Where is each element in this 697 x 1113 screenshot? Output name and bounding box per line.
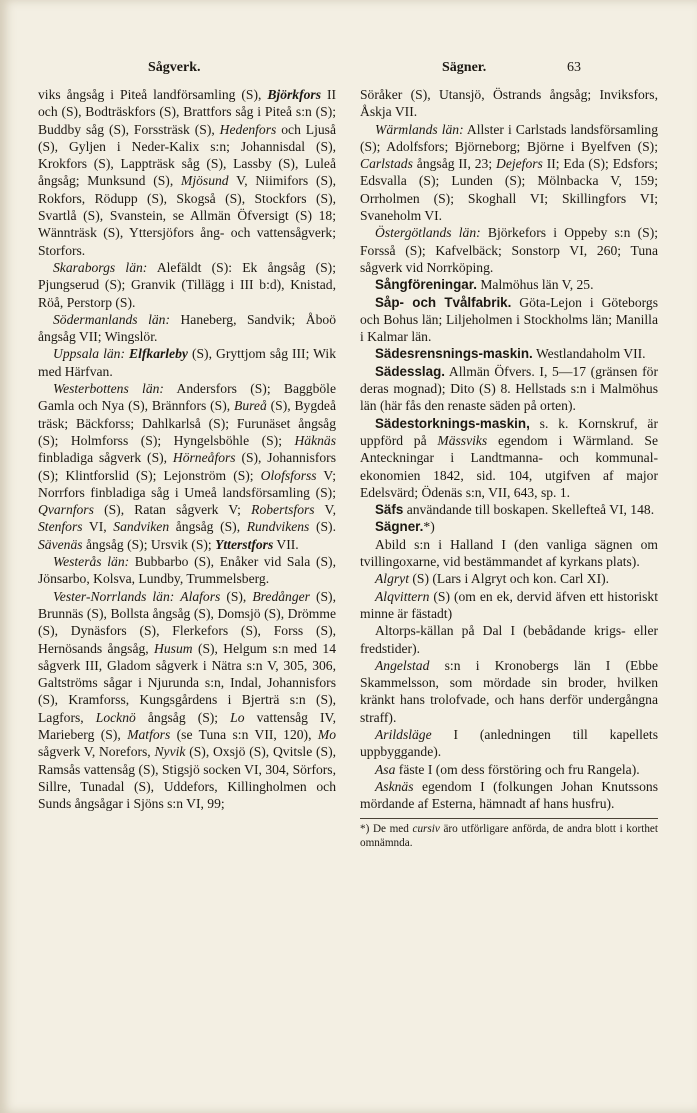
text-run: ångsåg (S); Ursvik (S); (85, 536, 212, 552)
text-run: ångsåg (S); (147, 709, 219, 725)
county-heading: Östergötlands län: (375, 225, 481, 241)
italic-run: Lo (230, 709, 245, 725)
entry-heading: Sägner. (375, 519, 424, 535)
text-run: (se Tuna s:n VII, 120), (176, 726, 312, 742)
text-run: finbladiga sågverk (S), (38, 450, 168, 466)
paragraph-vester-norrland-cont (360, 86, 658, 121)
entry-sadestorknings-maskin (360, 415, 658, 501)
italic-run: Sävenäs (38, 536, 83, 552)
italic-run: Olofsforss (260, 467, 317, 483)
italic-run: Mässviks (437, 432, 488, 448)
italic-run: Mjösund (181, 173, 229, 189)
sagner-asa (360, 761, 658, 778)
entry-sangforeningar (360, 276, 658, 293)
text-run: Söråker (S), Utansjö, Östrands ångsåg; Inviksfors, Åskja VII. (360, 87, 658, 120)
text-run: äro utförligare anförda, de andra blott i korthet omnämnda. (360, 823, 658, 849)
italic-run: cursiv (412, 823, 440, 836)
county-heading: Wärmlands län: (375, 121, 464, 137)
text-run: V, Niimifors (S), Rokfors, Rödupp (S), Skogså (S), Stockfors (S), Svartlå (S), Svanstein, se Allmän Öfversigt (S) 18; Wännträsk (S), Yttersjöfors ång- och vattensågverk; Storfors. (38, 173, 336, 258)
text-run: Alefäldt (S): Ek ångsåg (S); Pjungserud (S); Granvik (Tillägg i III b:d), Knistad, Röå, Perstorp (S). (38, 259, 336, 310)
italic-run: Sandviken (113, 519, 170, 535)
text-run: (S), Gryttjom såg III; Wik med Härfvan. (38, 346, 336, 379)
sagner-asknas (360, 778, 658, 813)
emphasis-run: Björkfors (267, 87, 321, 102)
italic-run: Carlstads (360, 156, 413, 172)
county-heading: Vester-Norrlands län: (53, 588, 175, 604)
italic-run: Bredånger (252, 588, 310, 604)
italic-run: Alafors (180, 588, 221, 604)
italic-run: Stenfors (38, 519, 83, 535)
italic-run: Algryt (375, 571, 409, 587)
italic-run: Mo (317, 726, 337, 742)
italic-run: Hörneåfors (172, 450, 236, 466)
sagner-alqvittern (360, 588, 658, 623)
paragraph-westeras (38, 553, 336, 588)
text-run: Andersfors (S); Baggböle Gamla och Nya (S), Brännfors (S), (38, 381, 336, 414)
text-run: (S), Bygdeå träsk; Bäckforss; Dahlkarlså (S); Furunäset ångsåg (S); Holmforss (S); Hyngelsböhle (S); (38, 398, 336, 448)
left-column (38, 86, 336, 812)
italic-run: Häknäs (294, 432, 337, 448)
entry-heading: Sädesrensnings-maskin. (375, 346, 533, 362)
text-run: användande till boskapen. Skellefteå VI, 148. (406, 502, 655, 518)
italic-run: Locknö (95, 709, 136, 725)
text-run: Allmän Öfvers. I, 5—17 (gränsen för deras mognad); Dito (S) 8. Hellstads s:n i Malmöhus län (här fås den renaste säden på orten). (360, 363, 659, 414)
text-run: s:n i Kronobergs län I (Ebbe Skammelsson, som mördade sin broder, hvilken kränkt hans trolofvade, och hans derför undergångna straff). (360, 657, 658, 725)
paragraph-norrbotten-cont (38, 86, 336, 259)
text-run: (S), (226, 588, 247, 604)
paragraph-westerbotten (38, 380, 336, 553)
text-run: vattensåg IV, Marieberg (S), (38, 709, 337, 742)
right-column (360, 86, 658, 850)
italic-run: Dejefors (496, 156, 543, 172)
entry-heading: Sångföreningar. (375, 277, 477, 293)
entry-heading: Sädesslag. (375, 363, 445, 379)
entry-heading: Säfs (375, 502, 404, 518)
footnote-divider (360, 818, 658, 819)
text-run: II och (S), Bodträskfors (S), Brattfors såg i Piteå s:n (S); Buddby såg (S), Forssträsk (S), (38, 87, 337, 137)
page-number: 63 (567, 60, 581, 75)
emphasis-run: Elfkarleby (129, 346, 188, 362)
running-head-left: Sågverk. (148, 60, 201, 75)
county-heading: Uppsala län: (53, 346, 125, 362)
text-run: II; Eda (S); Edsfors; Edsvalla (S); Lunden (S); Mölnbacka V, 159; Orrholmen (S); Skoghall VI; Skillingfors VI; Svaneholm VI. (360, 156, 659, 224)
entry-sadesslag (360, 363, 658, 415)
paragraph-vester-norrland (38, 588, 336, 813)
italic-run: Husum (154, 640, 193, 656)
text-run: (S), Johannisfors (S); Klintforslid (S); Lejonström (S); (38, 450, 336, 483)
text-run: (S), Helgum s:n med 14 sågverk III, Gladom sågverk i Nätra s:n V, 305, 306, Galtströms sågar i Njurunda s:n, Indal, Johannisfors (S), Kramforss, Kungsgårdens i Bjerträ s:n (S), Lagfors, (38, 640, 337, 725)
text-run: (S), Oxsjö (S), Qvitsle (S), Ramsås vattensåg (S), Stigsjö socken VI, 304, Sörfors, Sillre, Tunadal (S), Uddefors, Killingholmen och Sunds ångsågar i Sjöns s:n VI, 99; (38, 744, 336, 812)
text-run: V, (324, 502, 336, 518)
entry-heading: Sädestorknings-maskin, (375, 415, 530, 431)
italic-run: Rundvikens (246, 519, 310, 535)
italic-run: Alqvittern (375, 588, 430, 604)
text-run: fäste I (om dess förstöring och fru Rangela). (398, 761, 640, 777)
county-heading: Westerbottens län: (53, 381, 164, 397)
text-run: VI, (88, 519, 107, 535)
text-run: I (anledningen till kapellets uppbyggande). (360, 726, 658, 760)
county-heading: Skaraborgs län: (53, 259, 148, 275)
text-run: ångsåg (S), (175, 519, 241, 535)
italic-run: Asknäs (375, 778, 414, 794)
text-run: s. k. Kornskruf, är uppförd på (360, 415, 658, 448)
sagner-arildslage (360, 726, 658, 761)
italic-run: Angelstad (375, 657, 430, 673)
text-run: Malmöhus län V, 25. (480, 277, 594, 293)
sagner-algryt (360, 570, 658, 587)
paragraph-sodermanland (38, 311, 336, 346)
italic-run: Bureå (234, 398, 267, 414)
text-run: Westlandaholm VII. (535, 346, 646, 362)
entry-safs (360, 501, 658, 518)
italic-run: Asa (375, 761, 396, 777)
text-run: egendom i Wärmland. Se Anteckningar i Landtmanna- och kommunal-ekonomien 1842, sid. 104, utgifven af major Edelsvärd; Ödenäs s:n, VII, 643, sp. 1. (360, 432, 658, 500)
text-run: V; Norrfors finbladiga såg i Umeå landsförsamling (S); (38, 467, 337, 500)
text-run: Bubbarbo (S), Enåker vid Sala (S), Jönsarbo, Kolsva, Lundby, Trummelsberg. (38, 554, 336, 587)
footnote-marker: *) (423, 519, 435, 535)
text-run: *) De med (360, 823, 409, 836)
text-run: VII. (276, 536, 299, 552)
italic-run: Qvarnfors (38, 502, 94, 518)
text-run: (S) (Lars i Algryt och kon. Carl XI). (412, 571, 610, 587)
entry-sap-tvalfabrik (360, 294, 658, 346)
entry-sagner (360, 518, 658, 535)
text-run: Göta-Lejon i Göteborgs och Bohus län; Liljeholmen i Stockholms län; Manilla i Kalmar län. (360, 294, 659, 345)
sagner-angelstad (360, 657, 658, 726)
italic-run: Nyvik (154, 744, 186, 760)
running-head-center: Sägner. (442, 60, 487, 75)
italic-run: Hedenfors (219, 121, 277, 137)
entry-sadesrensnings-maskin (360, 345, 658, 362)
italic-run: Arildsläge (375, 726, 432, 742)
text-run: sågverk V, Norefors, (38, 744, 151, 760)
sagner-abild (360, 536, 658, 571)
text-run: Allster i Carlstads landsförsamling (S); Adolfsfors; Björneborg; Björne i Byelfven (S); (360, 121, 658, 154)
text-run: Haneberg, Sandvik; Åboö ångsåg VII; Wingslör. (38, 311, 336, 345)
text-run: (S) (om en ek, dervid äfven ett historiskt minne är fästadt) (360, 588, 658, 621)
paragraph-ostergotland (360, 224, 658, 276)
text-run: (S). (315, 519, 336, 535)
paragraph-uppsala (38, 345, 336, 380)
paragraph-warmland (360, 121, 658, 225)
text-run: Altorps-källan på Dal I (bebådande krigs- eller fredstider). (360, 623, 658, 656)
sagner-altorps (360, 622, 658, 657)
paragraph-skaraborg (38, 259, 336, 311)
text-run: (S), Brunnäs (S), Bollsta ångsåg (S), Domsjö (S), Drömme (S), Dynäsfors (S), Flerkefors (S), Forss (S), Hernösands ångsåg, (38, 588, 336, 656)
text-run: Björkefors i Oppeby s:n (S); Forsså (S); Kafvelbäck; Sonstorp VI, 260; Tuna sågverk vid Norrköping. (360, 225, 658, 275)
footnote (360, 823, 658, 850)
text-run: viks ångsåg i Piteå landförsamling (S), (38, 87, 262, 102)
italic-run: Robertsfors (251, 502, 315, 518)
text-run: Abild s:n i Halland I (den vanliga sägnen om tvillingoxarne, vid bestämmandet af kyrkans plats). (360, 536, 658, 570)
entry-heading: Såp- och Tvålfabrik. (375, 294, 512, 310)
emphasis-run: Ytterstfors (215, 536, 274, 552)
italic-run: Matfors (127, 726, 171, 742)
county-heading: Westerås län: (53, 554, 130, 570)
text-run: och Ljuså (S), Gyljen i Neder-Kalix s:n; Johannisdal (S), Krokfors (S), Lappträsk såg (S), Lassby (S), Luleå ångsåg; Munksund (S), (38, 121, 336, 189)
text-run: ångsåg II, 23; (416, 156, 493, 172)
text-run: (S), Ratan sågverk V; (104, 502, 241, 518)
county-heading: Södermanlands län: (53, 311, 170, 327)
text-run: egendom I (folkungen Johan Knutssons mördande af Esterna, hämnadt af hans husfru). (360, 778, 658, 812)
